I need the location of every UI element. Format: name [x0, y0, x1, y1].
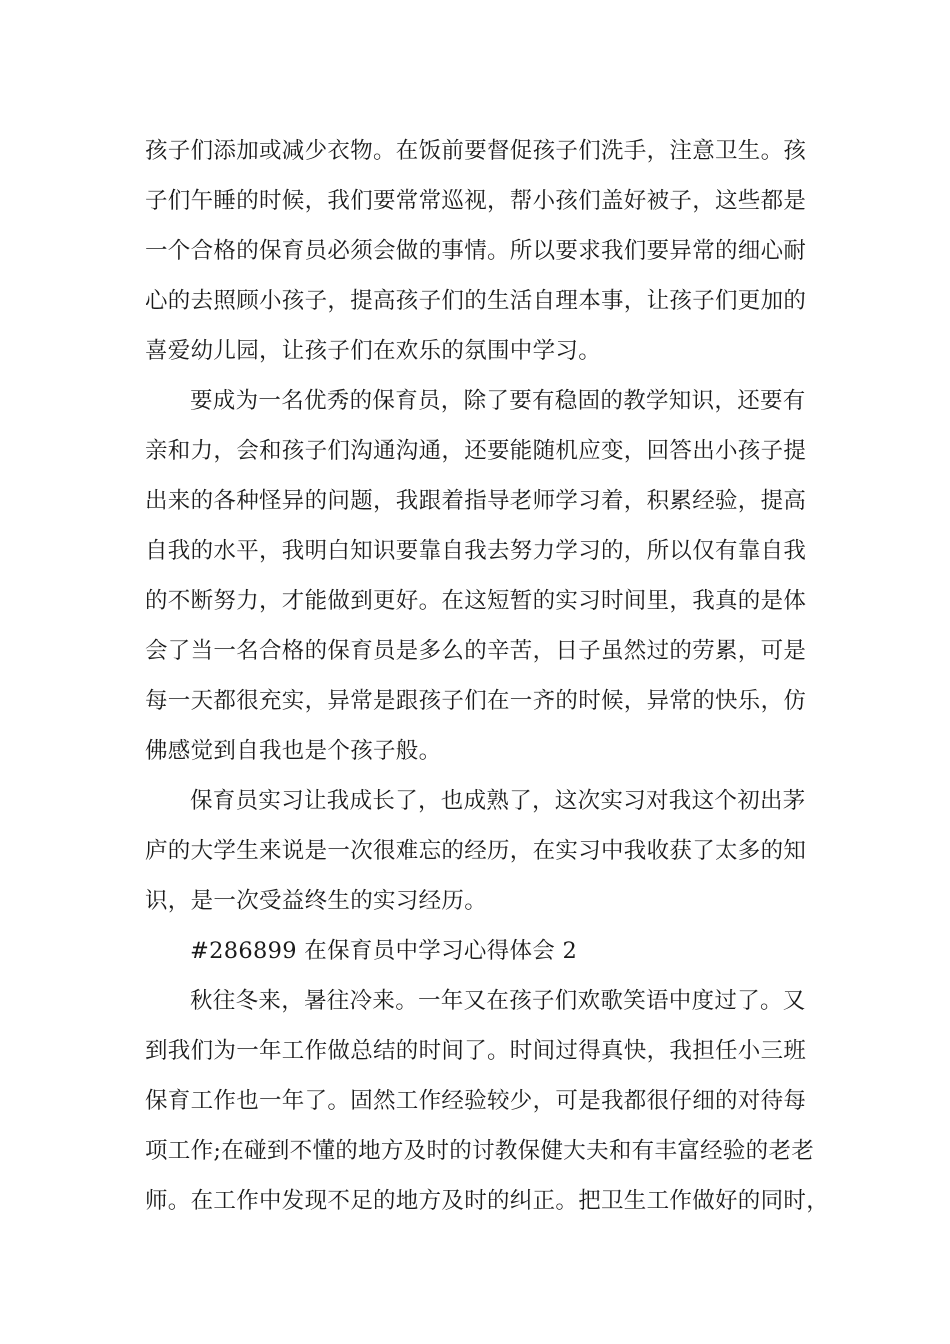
text-line: 一个合格的保育员必须会做的事情。所以要求我们要异常的细心耐	[145, 238, 807, 264]
text-line: 出来的各种怪异的问题，我跟着指导老师学习着，积累经验，提高	[145, 488, 807, 514]
text-line: 秋往冬来，暑往冷来。一年又在孩子们欢歌笑语中度过了。又	[190, 988, 806, 1014]
text-line: 项工作;在碰到不懂的地方及时的讨教保健大夫和有丰富经验的老老	[145, 1138, 815, 1164]
text-line: 的不断努力，才能做到更好。在这短暂的实习时间里，我真的是体	[145, 588, 807, 614]
text-line: 庐的大学生来说是一次很难忘的经历，在实习中我收获了太多的知	[145, 838, 807, 864]
text-line: 心的去照顾小孩子，提高孩子们的生活自理本事，让孩子们更加的	[145, 288, 807, 314]
text-line: 孩子们添加或减少衣物。在饭前要督促孩子们洗手，注意卫生。孩	[145, 138, 807, 164]
text-line: 自我的水平，我明白知识要靠自我去努力学习的，所以仅有靠自我	[145, 538, 807, 564]
text-line: 每一天都很充实，异常是跟孩子们在一齐的时候，异常的快乐，仿	[145, 688, 807, 714]
text-line: 保育工作也一年了。固然工作经验较少，可是我都很仔细的对待每	[145, 1088, 807, 1114]
section-heading: #286899 在保育员中学习心得体会 2	[190, 938, 578, 964]
text-line: 保育员实习让我成长了，也成熟了，这次实习对我这个初出茅	[190, 788, 806, 814]
text-line: 子们午睡的时候，我们要常常巡视，帮小孩们盖好被子，这些都是	[145, 188, 807, 214]
text-line: 佛感觉到自我也是个孩子般。	[145, 738, 442, 764]
text-line: 到我们为一年工作做总结的时间了。时间过得真快，我担任小三班	[145, 1038, 807, 1064]
text-line: 要成为一名优秀的保育员，除了要有稳固的教学知识，还要有	[190, 388, 806, 414]
text-line: 亲和力，会和孩子们沟通沟通，还要能随机应变，回答出小孩子提	[145, 438, 807, 464]
text-line: 喜爱幼儿园，让孩子们在欢乐的氛围中学习。	[145, 338, 602, 364]
text-line: 师。在工作中发现不足的地方及时的纠正。把卫生工作做好的同时，	[145, 1188, 830, 1214]
text-line: 会了当一名合格的保育员是多么的辛苦，日子虽然过的劳累，可是	[145, 638, 807, 664]
text-line: 识，是一次受益终生的实习经历。	[145, 888, 488, 914]
